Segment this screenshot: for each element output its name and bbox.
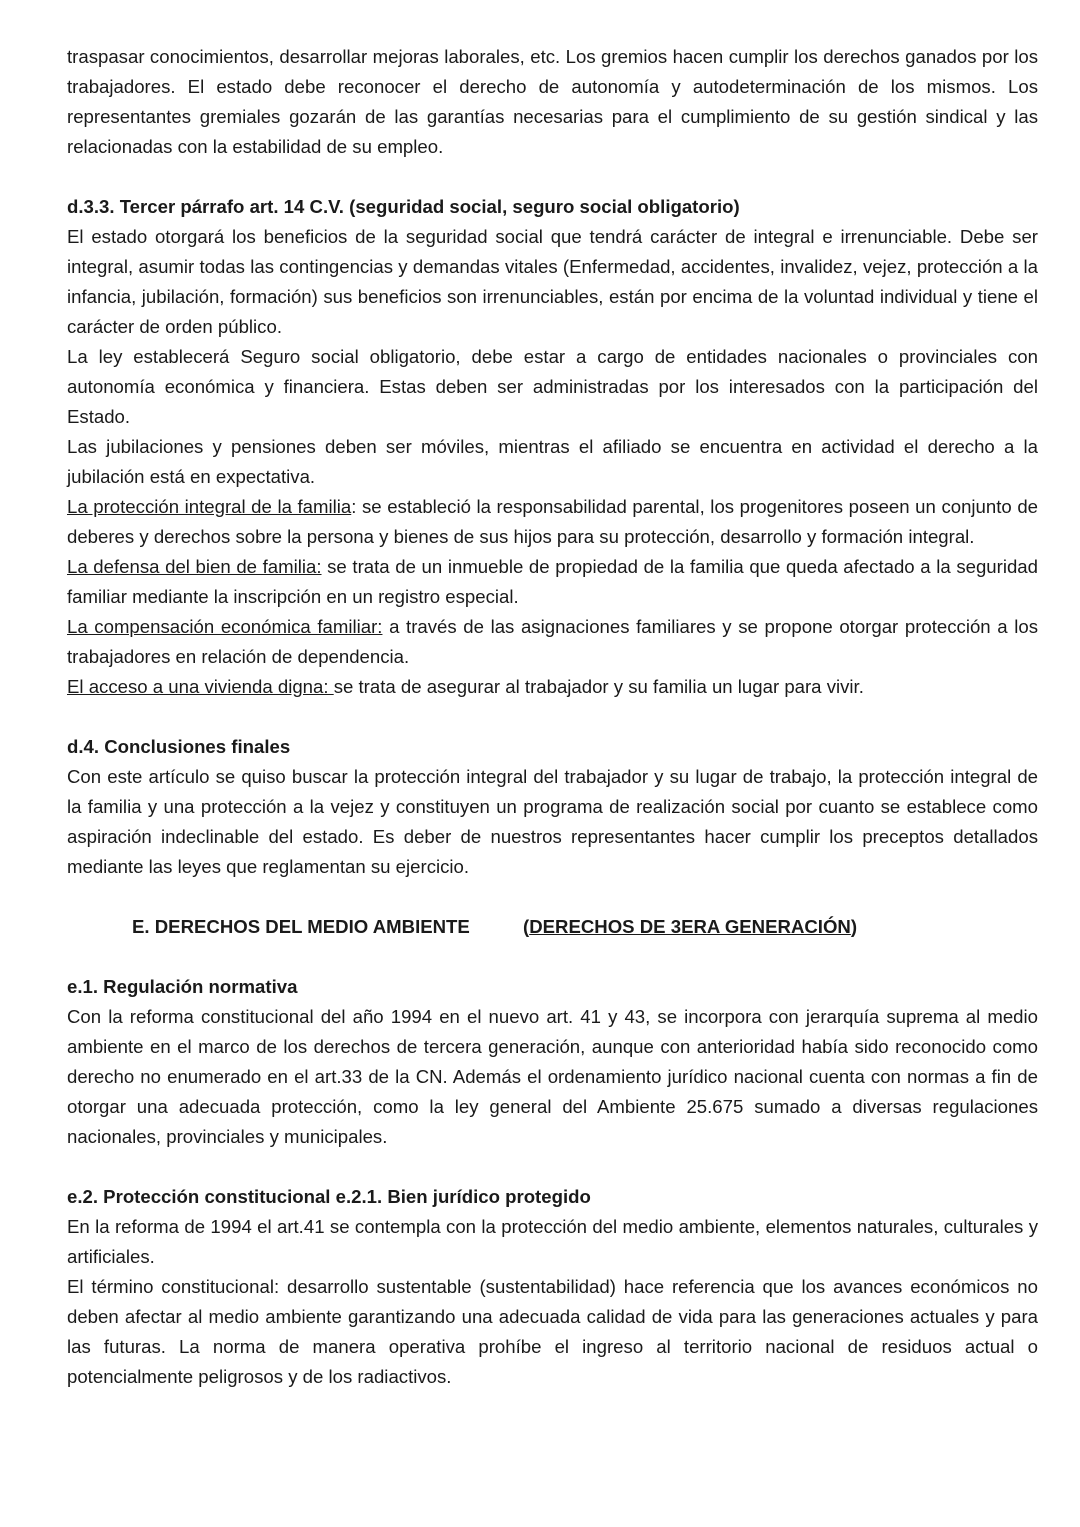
family-asset-text: se trata de un inmueble de propiedad de la familia que queda afectado a la seguridad familiar mediante la inscripción en un registro especial. (67, 556, 1038, 607)
family-asset-label: La defensa del bien de familia: (67, 556, 322, 577)
heading-d33: d.3.3. Tercer párrafo art. 14 C.V. (seguridad social, seguro social obligatorio) (67, 196, 740, 217)
section-e-generation-label: DERECHOS DE 3ERA GENERACIÓN (529, 916, 851, 937)
housing-text: se trata de asegurar al trabajador y su familia un lugar para vivir. (333, 676, 864, 697)
family-compensation-label: La compensación económica familiar: (67, 616, 383, 637)
heading-d4: d.4. Conclusiones finales (67, 736, 291, 757)
section-e-title (67, 912, 1038, 942)
d33-paragraph-1: El estado otorgará los beneficios de la seguridad social que tendrá carácter de integral e irrenunciable. Debe ser integral, asumir todas las contingencias y demandas vitales (Enfermedad, accidentes, invalidez, vejez, protección a la infancia, jubilación, formación) sus beneficios son irrenunciables, están por encima de la voluntad individual y tiene el carácter de orden público. (67, 226, 1038, 337)
family-protection-label: La protección integral de la familia (67, 496, 352, 517)
d33-paragraph-3: Las jubilaciones y pensiones deben ser móviles, mientras el afiliado se encuentra en actividad el derecho a la jubilación está en expectativa. (67, 436, 1038, 487)
housing-label: El acceso a una vivienda digna: (67, 676, 334, 697)
family-compensation-text: a través de las asignaciones familiares y se propone otorgar protección a los trabajadores en relación de dependencia. (67, 616, 1038, 667)
d33-paragraph-2: La ley establecerá Seguro social obligatorio, debe estar a cargo de entidades nacionales o provinciales con autonomía económica y financiera. Estas deben ser administradas por los interesados con la participación del Estado. (67, 346, 1038, 427)
intro-paragraph: traspasar conocimientos, desarrollar mejoras laborales, etc. Los gremios hacen cumplir los derechos ganados por los trabajadores. El estado debe reconocer el derecho de autonomía y autodeterminación de los mismos. Los representantes gremiales gozarán de las garantías necesarias para el cumplimiento de su gestión sindical y las relacionadas con la estabilidad de su empleo. (67, 46, 1038, 157)
section-e-title-left: E. DERECHOS DEL MEDIO AMBIENTE (132, 916, 470, 937)
heading-e1: e.1. Regulación normativa (67, 976, 298, 997)
d33-paragraph-family-asset (67, 552, 1038, 612)
section-e-paren-close: ) (850, 916, 858, 937)
e2-paragraph-1: En la reforma de 1994 el art.41 se contempla con la protección del medio ambiente, elementos naturales, culturales y artificiales. (67, 1216, 1038, 1267)
family-protection-text: : se estableció la responsabilidad parental, los progenitores poseen un conjunto de deberes y derechos sobre la persona y bienes de sus hijos para su protección, desarrollo y formación integral. (67, 496, 1038, 547)
d33-paragraph-family-compensation (67, 612, 1038, 672)
d4-paragraph: Con este artículo se quiso buscar la protección integral del trabajador y su lugar de trabajo, la protección integral de la familia y una protección a la vejez y constituyen un programa de realización social por cuanto se establece como aspiración indeclinable del estado. Es deber de nuestros representantes hacer cumplir los preceptos detallados mediante las leyes que reglamentan su ejercicio. (67, 766, 1038, 877)
heading-e2: e.2. Protección constitucional e.2.1. Bien jurídico protegido (67, 1186, 591, 1207)
d33-paragraph-housing (67, 672, 1038, 702)
d33-paragraph-family-protection (67, 492, 1038, 552)
e1-paragraph: Con la reforma constitucional del año 1994 en el nuevo art. 41 y 43, se incorpora con jerarquía suprema al medio ambiente en el marco de los derechos de tercera generación, aunque con anterioridad había sido reconocido como derecho no enumerado en el art.33 de la CN. Además el ordenamiento jurídico nacional cuenta con normas a fin de otorgar una adecuada protección, como la ley general del Ambiente 25.675 sumado a diversas regulaciones nacionales, provinciales y municipales. (67, 1006, 1038, 1147)
section-e-title-right (523, 912, 857, 942)
section-e-paren-open: ( (523, 916, 530, 937)
e2-paragraph-2: El término constitucional: desarrollo sustentable (sustentabilidad) hace referencia que los avances económicos no deben afectar al medio ambiente garantizando una adecuada calidad de vida para las generaciones actuales y para las futuras. La norma de manera operativa prohíbe el ingreso al territorio nacional de residuos actual o potencialmente peligrosos y de los radiactivos. (67, 1276, 1038, 1387)
